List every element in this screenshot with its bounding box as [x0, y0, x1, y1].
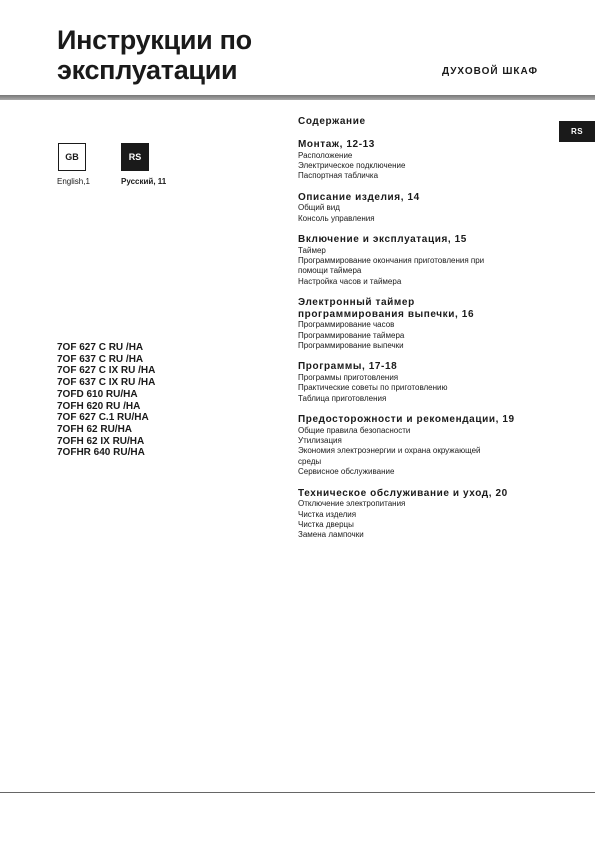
toc-item[interactable]: Чистка изделия: [298, 509, 357, 519]
toc-section-maintenance: [298, 488, 523, 541]
model-item: 7OF 627 C.1 RU/HA: [57, 412, 149, 424]
toc-item[interactable]: Отключение электропитания: [298, 499, 406, 509]
model-item: 7OF 627 C RU /HA: [57, 342, 144, 353]
toc-item[interactable]: Консоль управления: [298, 213, 375, 223]
toc-item[interactable]: Расположение: [298, 150, 353, 160]
toc-heading: Содержание: [298, 116, 366, 127]
toc-section-safety: [298, 414, 523, 478]
toc-section-operation: [298, 234, 523, 287]
title-line-2: эксплуатации: [57, 55, 238, 85]
model-item: 7OFH 62 IX RU/HA: [57, 435, 145, 447]
language-box-rs[interactable]: RS: [121, 143, 149, 171]
language-label-gb[interactable]: English,1: [57, 177, 90, 186]
model-item: 7OF 637 C IX RU /HA: [57, 377, 156, 389]
toc-item[interactable]: Программирование часов: [298, 320, 395, 330]
toc-item[interactable]: Программирование таймера: [298, 330, 405, 340]
title-line-1: Инструкции по: [57, 25, 252, 55]
toc-section-title[interactable]: Описание изделия, 14: [298, 191, 420, 203]
toc-item[interactable]: Чистка дверцы: [298, 519, 354, 529]
toc-item[interactable]: Утилизация: [298, 436, 342, 445]
toc-section-installation: [298, 139, 523, 182]
toc-item[interactable]: Программирование выпечки: [298, 340, 404, 350]
page-title: [57, 25, 252, 85]
toc-section-title[interactable]: Предосторожности и рекомендации, 19: [298, 414, 515, 426]
toc-item[interactable]: Таймер: [298, 245, 326, 255]
toc-section-description: [298, 192, 523, 224]
toc-section-title[interactable]: Монтаж, 12-13: [298, 139, 375, 150]
toc-item[interactable]: Программирование окончания приготовления при: [298, 255, 485, 265]
model-list: [57, 342, 155, 459]
language-label-rs[interactable]: Русский, 11: [121, 177, 167, 186]
model-item: 7OF 637 C RU /HA: [57, 353, 144, 365]
model-item: 7OFHR 640 RU/HA: [57, 447, 145, 459]
toc-section-title[interactable]: Включение и эксплуатация, 15: [298, 234, 467, 246]
footer-divider: [0, 792, 595, 793]
toc-section-timer: [298, 297, 523, 351]
model-item: 7OFH 62 RU/HA: [57, 423, 133, 435]
header-divider: [0, 95, 595, 100]
toc-item[interactable]: Практические советы по приготовлению: [298, 383, 448, 393]
toc-item[interactable]: Настройка часов и таймера: [298, 276, 402, 286]
toc-item[interactable]: Замена лампочки: [298, 530, 364, 540]
language-box-gb[interactable]: GB: [58, 143, 86, 171]
model-item: 7OFH 620 RU /HA: [57, 400, 141, 412]
model-item: 7OFD 610 RU/HA: [57, 388, 138, 400]
product-type-label: ДУХОВОЙ ШКАФ: [441, 66, 538, 77]
toc-item[interactable]: Сервисное обслуживание: [298, 467, 395, 477]
toc-item[interactable]: помощи таймера: [298, 266, 362, 276]
toc-item[interactable]: среды: [298, 456, 322, 466]
toc-section-title[interactable]: Техническое обслуживание и уход, 20: [298, 487, 508, 499]
toc-item[interactable]: Таблица приготовления: [298, 393, 387, 403]
toc-item[interactable]: Паспортная табличка: [298, 171, 379, 181]
toc-section-programs: [298, 361, 523, 404]
toc-item[interactable]: Программы приготовления: [298, 372, 399, 382]
toc-item[interactable]: Общий вид: [298, 203, 340, 213]
model-item: 7OF 627 C IX RU /HA: [57, 365, 156, 377]
toc-item[interactable]: Электрическое подключение: [298, 160, 406, 170]
toc-item[interactable]: Экономия электроэнергии и охрана окружающей: [298, 446, 481, 456]
table-of-contents: [298, 116, 523, 551]
toc-item[interactable]: Общие правила безопасности: [298, 425, 411, 435]
toc-section-title[interactable]: Программы, 17-18: [298, 361, 398, 373]
language-tab[interactable]: RS: [559, 121, 595, 142]
toc-section-title[interactable]: Электронный таймер программирования выпечки, 16: [298, 297, 475, 320]
